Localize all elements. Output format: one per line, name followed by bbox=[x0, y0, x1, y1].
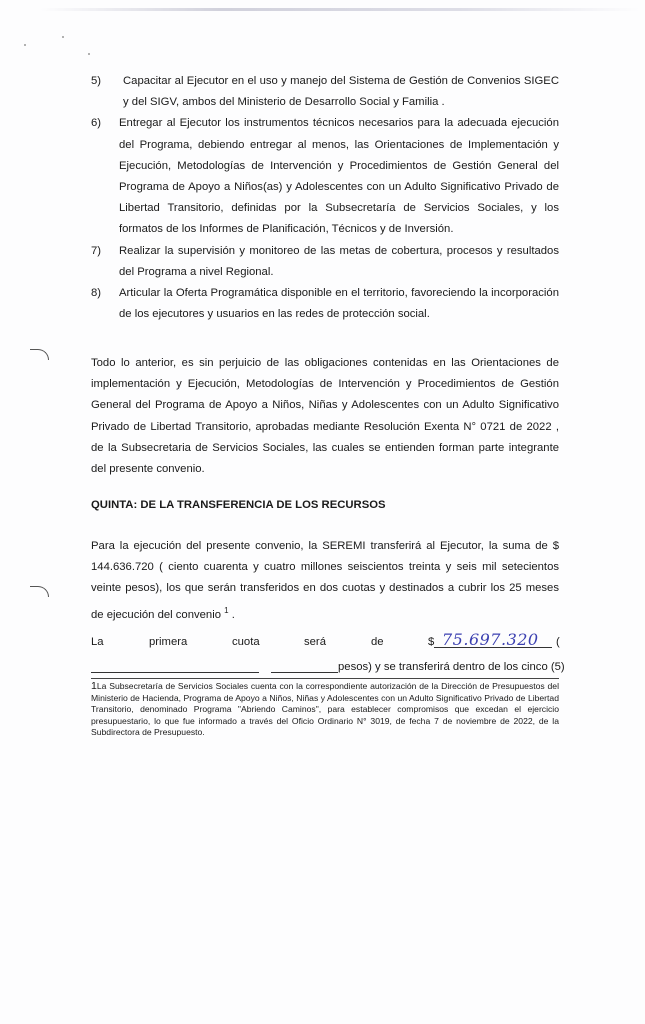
punch-hole-mark bbox=[30, 586, 49, 597]
punch-hole-mark bbox=[30, 349, 49, 360]
list-item bbox=[91, 241, 559, 283]
footnote-separator bbox=[91, 678, 559, 679]
word: de bbox=[371, 636, 384, 648]
scan-speck bbox=[88, 53, 90, 55]
handwritten-amount: 75.697.320 bbox=[442, 630, 539, 649]
dollar-sign: $ bbox=[428, 636, 435, 648]
item-number: 5) bbox=[91, 75, 102, 87]
word: cuota bbox=[232, 636, 260, 648]
word: La bbox=[91, 636, 104, 648]
item-number: 6) bbox=[91, 117, 102, 130]
item-text: Realizar la supervisión y monitoreo de las metas de cobertura, procesos y resultados del Programa a nivel Regional. bbox=[119, 244, 559, 278]
scan-speck bbox=[62, 36, 64, 38]
transfer-text: Para la ejecución del presente convenio, la SEREMI transferirá al Ejecutor, la suma de $ 144.636.720 ( ciento cuarenta y cuatro millones seiscientos treinta y seis mil setecientos veinte pesos), los que serán transferidos en dos cuotas y destinados a cubrir los 25 meses de ejecución del convenio bbox=[91, 540, 559, 621]
open-paren: ( bbox=[556, 636, 560, 648]
list-item bbox=[91, 283, 559, 325]
list-item bbox=[91, 71, 559, 113]
item-number: 7) bbox=[91, 244, 102, 257]
list-item bbox=[91, 113, 559, 240]
transfer-paragraph: Para la ejecución del presente convenio, la SEREMI transferirá al Ejecutor, la suma de $ 144.636.720 ( ciento cuarenta y cuatro millones seiscientos treinta y seis mil setecientos veinte pesos), los que serán transferidos en dos cuotas y destinados a cubrir los 25 meses de ejecución del convenio $^1$ . bbox=[91, 540, 559, 621]
word: será bbox=[304, 636, 326, 648]
item-text: Articular la Oferta Programática disponible en el territorio, favoreciendo la incorporación de los ejecutores y usuarios en las redes de protección social. bbox=[119, 287, 559, 321]
scan-speck bbox=[24, 44, 26, 46]
scan-edge-line bbox=[40, 8, 640, 11]
item-text: Entregar al Ejecutor los instrumentos técnicos necesarios para la adecuada ejecución del Programa, debiendo entregar al menos, las Orientaciones de Implementación y Ejecución, Metodologías de Intervención y Procedimientos de Gestión General del Programa de Apoyo a Niños(as) y Adolescentes con un Adulto Significativo Privado de Libertad Transitorio, definidas por la Subsecretaría de Servicios Sociales, y los formatos de los Informes de Planificación, Técnicos y de Inversión. bbox=[119, 117, 559, 236]
blank-line bbox=[271, 672, 338, 673]
cuota-line-2 bbox=[91, 657, 566, 677]
blank-line bbox=[91, 672, 259, 673]
footnote-mark: 1 bbox=[91, 680, 97, 692]
obligations-note-paragraph: Todo lo anterior, es sin perjuicio de las obligaciones contenidas en las Orientaciones de implementación y Ejecución, Metodologías de Intervención y Procedimientos de Gestión General del Programa de Apoyo a Niños, Niñas y Adolescentes con un Adulto Significativo Privado de Libertad Transitorio, aprobadas mediante Resolución Exenta N° 0721 de 2022 , de la Subsecretaria de Servicios Sociales, las cuales se entienden forman parte integrante del presente convenio. bbox=[91, 357, 559, 476]
word: primera bbox=[149, 636, 188, 648]
cuota-continuation: pesos) y se transferirá dentro de los cinco (5) bbox=[338, 661, 565, 673]
obligations-list bbox=[91, 71, 559, 325]
footnote-reference: 1 bbox=[224, 605, 229, 615]
footnote bbox=[91, 681, 559, 739]
section-heading: QUINTA: DE LA TRANSFERENCIA DE LOS RECURSOS bbox=[91, 499, 386, 511]
item-text: Capacitar al Ejecutor en el uso y manejo del Sistema de Gestión de Convenios SIGEC y del SIGV, ambos del Ministerio de Desarrollo Social y Familia . bbox=[123, 75, 559, 109]
footnote-text: La Subsecretaría de Servicios Sociales cuenta con la correspondiente autorización de la Dirección de Presupuestos del Ministerio de Hacienda, Programa de Apoyo a Niños, Niñas y Adolescentes con un Adulto Significativo Privado de Libertad Transitorio, denominado Programa "Abriendo Caminos", para establecer compromisos que excedan el ejercicio presupuestario, lo que fue informado a través del Oficio Ordinario N° 3019, de fecha 7 de noviembre de 2022, de la Subdirectora de Presupuesto. bbox=[91, 681, 559, 737]
item-number: 8) bbox=[91, 287, 102, 300]
